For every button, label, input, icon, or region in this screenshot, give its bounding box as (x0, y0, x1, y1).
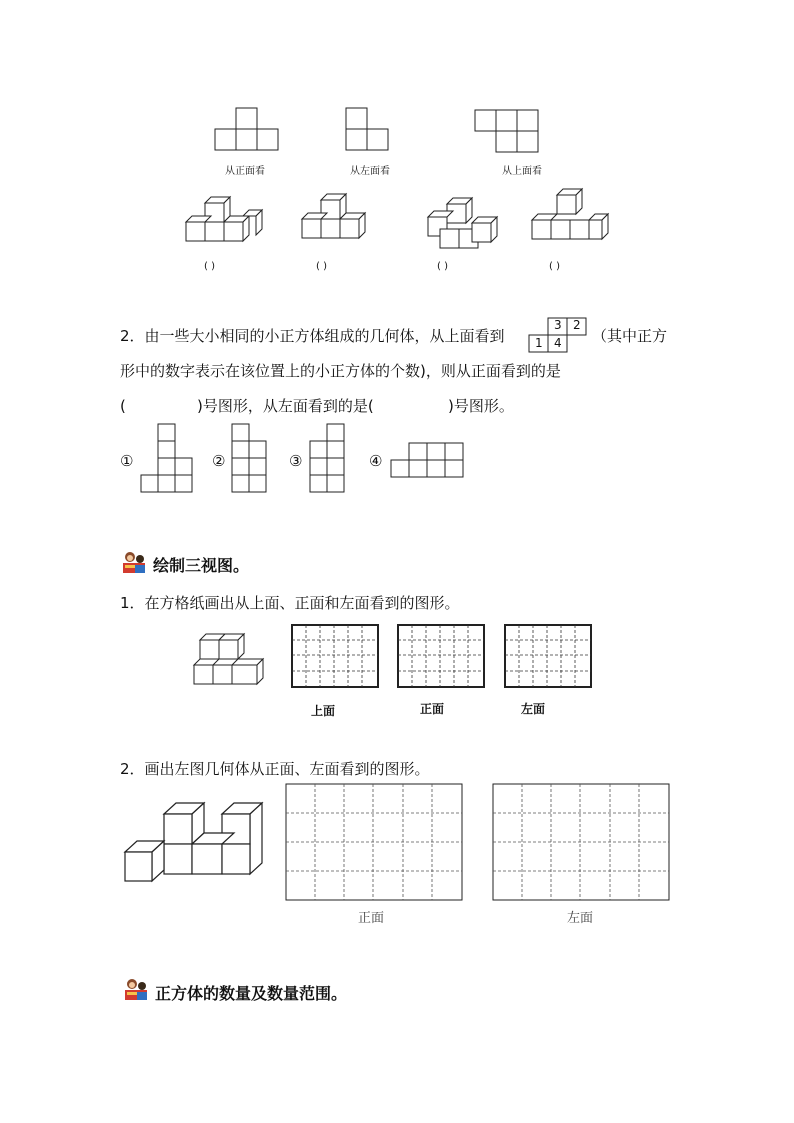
q1-grid-front[interactable] (397, 624, 487, 689)
top-count-2: 2 (573, 318, 581, 332)
top-view-figure (474, 108, 544, 158)
q2-label-left: 左面 (567, 911, 594, 926)
draw-q1-text: 1．在方格纸画出从上面、正面和左面看到的图形。 (120, 594, 460, 612)
top-count-1: 1 (535, 336, 543, 350)
top-count-4: 4 (554, 336, 562, 350)
solid-option-4 (529, 186, 619, 246)
q2-cube-solid (122, 800, 272, 890)
q2-line1-end: （其中正方 (592, 327, 668, 345)
option-1-label: ① (120, 452, 134, 470)
front-view-label: 从正面看 (225, 166, 265, 177)
option-4-figure (390, 442, 470, 482)
top-view-label: 从上面看 (502, 166, 542, 177)
option-4-label: ④ (369, 452, 383, 470)
q2-line3-mid: )号图形，从左面看到的是( (197, 397, 374, 415)
option-3-figure (309, 423, 349, 498)
q1-label-left: 左面 (521, 702, 546, 716)
option-2-label: ② (212, 452, 226, 470)
q2-grid-front[interactable] (285, 783, 465, 903)
solid-option-3 (425, 195, 515, 255)
top-count-grid (528, 317, 568, 353)
solid-option-2 (299, 191, 389, 251)
answer-blank-4[interactable]: ( ) (549, 261, 560, 272)
option-2-figure (231, 423, 271, 498)
reading-kids-icon (120, 549, 150, 577)
q1-label-top: 上面 (311, 704, 336, 718)
q1-cube-solid (192, 632, 272, 692)
left-answer-blank[interactable] (393, 396, 453, 416)
q2-line1 (120, 326, 505, 346)
q2-line3-open: ( (120, 397, 126, 415)
q2-grid-left[interactable] (492, 783, 672, 903)
top-count-3: 3 (554, 318, 562, 332)
answer-blank-2[interactable]: ( ) (316, 261, 327, 272)
q1-grid-left[interactable] (504, 624, 594, 689)
option-3-label: ③ (289, 452, 303, 470)
front-view-figure (214, 106, 284, 156)
reading-kids-icon (122, 976, 152, 1004)
q2-label-front: 正面 (358, 911, 385, 926)
solid-option-1 (183, 194, 273, 254)
section-draw-heading: 绘制三视图。 (153, 556, 250, 575)
option-1-figure (140, 423, 195, 498)
q2-line2: 形中的数字表示在该位置上的小正方体的个数)，则从正面看到的是 (120, 362, 561, 380)
q1-label-front: 正面 (420, 702, 445, 716)
q2-line3-end: )号图形。 (448, 397, 514, 415)
answer-blank-1[interactable]: ( ) (204, 261, 215, 272)
left-view-label: 从左面看 (350, 166, 390, 177)
front-answer-blank[interactable] (128, 396, 198, 416)
draw-q2-text: 2．画出左图几何体从正面、左面看到的图形。 (120, 760, 430, 778)
left-view-figure (345, 106, 395, 156)
section-count-heading: 正方体的数量及数量范围。 (155, 984, 348, 1003)
answer-blank-3[interactable]: ( ) (437, 261, 448, 272)
q2-line1-start: 2．由一些大小相同的小正方体组成的几何体，从上面看到 (120, 327, 505, 345)
q1-grid-top[interactable] (291, 624, 381, 689)
